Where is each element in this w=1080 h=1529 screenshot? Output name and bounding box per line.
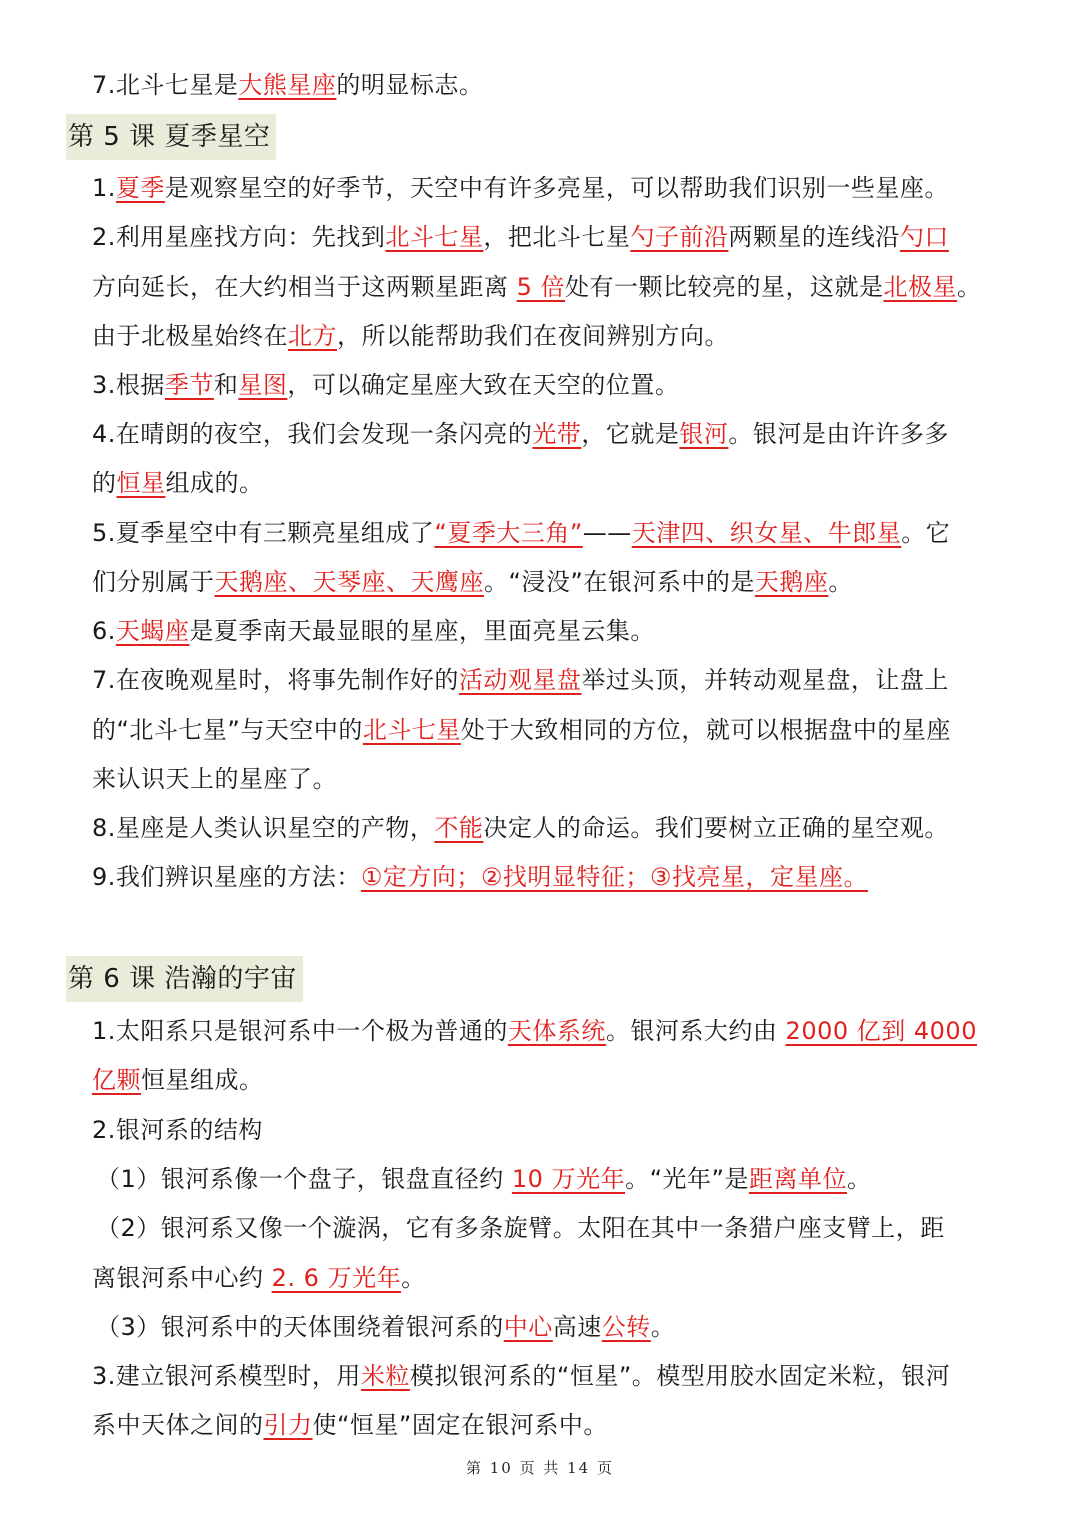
text-segment: 来认识天上的星座了。 — [92, 765, 337, 793]
text-segment: 和 — [213, 371, 239, 399]
text-segment: 2.银河系的结构 — [92, 1116, 263, 1144]
answer-highlight: 星图 — [238, 371, 288, 399]
answer-highlight: 引力 — [263, 1411, 313, 1439]
text-line — [96, 1213, 945, 1243]
text-segment: 举过头顶，并转动观星盘，让盘上 — [581, 666, 949, 694]
answer-highlight: 北极星 — [883, 273, 958, 301]
text-segment: 决定人的命运。我们要树立正确的星空观。 — [483, 814, 949, 842]
text-line — [96, 1164, 871, 1194]
text-line — [92, 222, 949, 252]
answer-highlight: 天蝎座 — [115, 617, 190, 645]
text-segment: ，它就是 — [581, 420, 680, 448]
text-line — [92, 370, 679, 400]
text-segment: 5.夏季星空中有三颗亮星组成了 — [92, 519, 435, 547]
text-segment: 两颗星的连线沿 — [728, 223, 900, 251]
text-segment: 2.利用星座找方向：先找到 — [92, 223, 386, 251]
text-line — [92, 567, 853, 597]
text-segment: 。 — [846, 1165, 872, 1193]
text-line — [92, 665, 949, 695]
answer-highlight: 天体系统 — [507, 1017, 606, 1045]
answer-highlight: 2000 亿到 4000 — [785, 1017, 977, 1045]
answer-highlight: 银河 — [679, 420, 729, 448]
text-segment: 。它 — [901, 519, 951, 547]
answer-highlight: 米粒 — [360, 1362, 410, 1390]
answer-highlight: 距离单位 — [748, 1165, 847, 1193]
answer-highlight: 恒星 — [116, 469, 166, 497]
answer-highlight: 光带 — [532, 420, 582, 448]
text-segment: 们分别属于 — [92, 568, 215, 596]
text-line — [92, 715, 951, 745]
page-number-footer: 第 10 页 共 14 页 — [465, 1459, 614, 1477]
text-line — [92, 1361, 950, 1391]
text-line — [92, 468, 264, 498]
answer-highlight: 大熊星座 — [238, 71, 337, 99]
answer-highlight: 北斗七星 — [362, 716, 461, 744]
text-segment: ，所以能帮助我们在夜间辨别方向。 — [337, 322, 729, 350]
text-segment: 。银河系大约由 — [605, 1017, 786, 1045]
text-segment: （1）银河系像一个盘子，银盘直径约 — [96, 1165, 512, 1193]
text-segment: 6. — [92, 617, 116, 645]
text-segment: 。 — [401, 1264, 426, 1292]
answer-highlight: 天津四、织女星、牛郎星 — [631, 519, 902, 547]
text-segment: 模拟银河系的“恒星”。模型用胶水固定米粒，银河 — [409, 1362, 951, 1390]
text-line — [92, 419, 949, 449]
text-segment: 。“浸没”在银河系中的是 — [484, 568, 755, 596]
answer-highlight: 不能 — [434, 814, 484, 842]
text-segment: 由于北极星始终在 — [92, 322, 288, 350]
text-segment: 7.在夜晚观星时，将事先制作好的 — [92, 666, 459, 694]
text-segment: （3）银河系中的天体围绕着银河系的 — [96, 1313, 504, 1341]
answer-highlight: ①定方向；②找明显特征；③找亮星，定星座。 — [360, 863, 868, 891]
text-segment: 8.星座是人类认识星空的产物， — [92, 814, 435, 842]
text-segment: ，可以确定星座大致在天空的位置。 — [287, 371, 680, 399]
answer-highlight: 10 万光年 — [511, 1165, 626, 1193]
text-line — [92, 616, 655, 646]
text-segment: 处于大致相同的方位，就可以根据盘中的星座 — [460, 716, 951, 744]
answer-highlight: 亿颗 — [92, 1066, 141, 1094]
text-segment: 是观察星空的好季节，天空中有许多亮星，可以帮助我们识别一些星座。 — [164, 174, 949, 202]
text-line — [96, 1312, 675, 1342]
text-segment: 3.根据 — [92, 371, 165, 399]
text-segment: 4.在晴朗的夜空，我们会发现一条闪亮的 — [92, 420, 533, 448]
lesson-5-heading: 第 5 课 夏季星空 — [66, 114, 276, 160]
text-segment: 系中天体之间的 — [92, 1411, 264, 1439]
text-segment: 1.太阳系只是银河系中一个极为普通的 — [92, 1017, 508, 1045]
text-line — [92, 518, 950, 548]
text-line — [92, 272, 982, 302]
text-line — [92, 70, 483, 100]
text-line — [92, 321, 729, 351]
answer-highlight: “夏季大三角” — [434, 519, 583, 547]
text-segment: 处有一颗比较亮的星，这就是 — [565, 273, 884, 301]
text-segment: 组成的。 — [165, 469, 264, 497]
text-segment: 的明显标志。 — [336, 71, 484, 99]
answer-highlight: 公转 — [601, 1313, 651, 1341]
answer-highlight: 5 倍 — [516, 273, 566, 301]
text-segment: 高速 — [552, 1313, 602, 1341]
text-segment: （2）银河系又像一个漩涡，它有多条旋臂。太阳在其中一条猎户座支臂上，距 — [96, 1214, 945, 1242]
text-line — [92, 764, 337, 794]
answer-highlight: 2. 6 万光年 — [271, 1264, 402, 1292]
text-segment: 9.我们辨识星座的方法： — [92, 863, 361, 891]
text-segment: 3.建立银河系模型时，用 — [92, 1362, 361, 1390]
text-segment: —— — [582, 519, 632, 547]
text-segment: 。 — [650, 1313, 676, 1341]
text-segment: 。 — [957, 273, 982, 301]
text-line — [92, 1410, 608, 1440]
text-line — [92, 1016, 977, 1046]
text-line — [92, 1263, 426, 1293]
answer-highlight: 勺口 — [899, 223, 949, 251]
text-segment: 7.北斗七星是 — [92, 71, 239, 99]
text-line — [92, 173, 949, 203]
lesson-6-heading: 第 6 课 浩瀚的宇宙 — [66, 956, 303, 1002]
text-segment: 恒星组成。 — [141, 1066, 264, 1094]
answer-highlight: 夏季 — [115, 174, 165, 202]
text-segment: 的“北斗七星”与天空中的 — [92, 716, 363, 744]
text-segment: ，把北斗七星 — [483, 223, 631, 251]
text-segment: 。“光年”是 — [625, 1165, 749, 1193]
text-line — [92, 813, 949, 843]
answer-highlight: 北斗七星 — [385, 223, 484, 251]
text-segment: 1. — [92, 174, 116, 202]
text-segment: 使“恒星”固定在银河系中。 — [312, 1411, 608, 1439]
text-line — [92, 1065, 264, 1095]
answer-highlight: 北方 — [288, 322, 337, 350]
answer-highlight: 勺子前沿 — [630, 223, 729, 251]
text-segment: 的 — [92, 469, 117, 497]
answer-highlight: 活动观星盘 — [458, 666, 582, 694]
answer-highlight: 天鹅座、天琴座、天鹰座 — [214, 568, 484, 596]
text-line — [92, 862, 868, 892]
text-line — [92, 1115, 263, 1145]
text-segment: 。 — [828, 568, 853, 596]
answer-highlight: 中心 — [503, 1313, 553, 1341]
text-segment: 。银河是由许许多多 — [728, 420, 949, 448]
answer-highlight: 季节 — [164, 371, 214, 399]
text-segment: 方向延长，在大约相当于这两颗星距离 — [92, 273, 517, 301]
text-segment: 是夏季南天最显眼的星座，里面亮星云集。 — [189, 617, 655, 645]
answer-highlight: 天鹅座 — [754, 568, 829, 596]
text-segment: 离银河系中心约 — [92, 1264, 272, 1292]
